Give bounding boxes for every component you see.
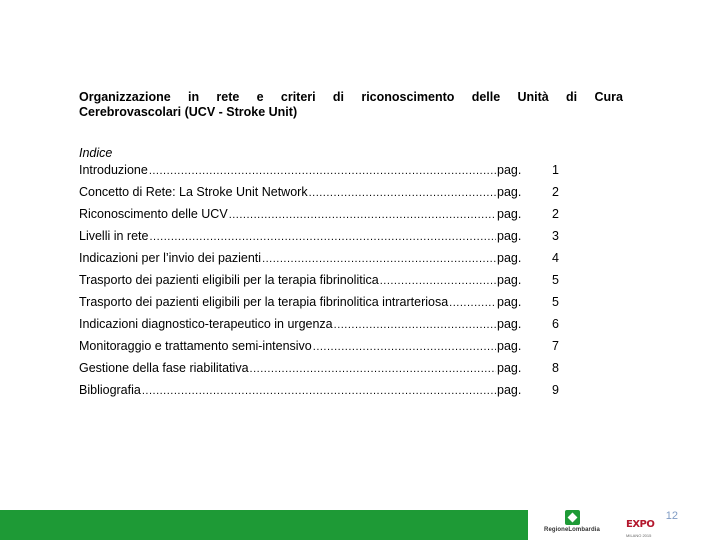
toc-pag-label: pag. <box>497 361 522 375</box>
toc-pag-label: pag. <box>497 163 522 177</box>
toc-entry <box>79 163 559 185</box>
toc-entry-title: Trasporto dei pazienti eligibili per la terapia fibrinolitica <box>79 273 379 287</box>
toc-entry <box>79 229 559 251</box>
toc-leader-dots <box>313 341 496 353</box>
toc-page-number: 2 <box>552 185 559 199</box>
toc-pag-label: pag. <box>497 383 522 397</box>
toc-entry <box>79 383 559 405</box>
toc-entry <box>79 273 559 295</box>
regione-lombardia-logo <box>536 510 608 536</box>
title-line-1 <box>79 90 623 105</box>
document-title <box>79 90 623 120</box>
toc-entry <box>79 295 559 317</box>
toc-pag-label: pag. <box>497 273 522 287</box>
toc-page-number: 3 <box>552 229 559 243</box>
toc-entry <box>79 207 559 229</box>
toc-entry-title: Indicazioni per l’invio dei pazienti <box>79 251 262 265</box>
title-word: in <box>187 90 200 104</box>
toc-page-number: 9 <box>552 383 559 397</box>
expo-logo-text: EXPO <box>626 519 655 530</box>
toc-entry-title: Gestione della fase riabilitativa <box>79 361 249 375</box>
toc-leader-dots <box>149 165 496 177</box>
title-word: delle <box>471 90 501 104</box>
toc-page-number: 4 <box>552 251 559 265</box>
toc-page-number: 1 <box>552 163 559 177</box>
toc-pag-label: pag. <box>497 339 522 353</box>
toc-leader-dots <box>149 231 496 243</box>
toc-entry-title: Introduzione <box>79 163 148 177</box>
toc-entry <box>79 339 559 361</box>
toc-pag-label: pag. <box>497 317 522 331</box>
title-word: Cura <box>594 90 623 104</box>
title-word: criteri <box>280 90 316 104</box>
title-word: Organizzazione <box>79 90 171 104</box>
toc-entry-title: Trasporto dei pazienti eligibili per la terapia fibrinolitica intrarteriosa <box>79 295 449 309</box>
toc-pag-label: pag. <box>497 229 522 243</box>
title-word: Unità <box>517 90 549 104</box>
toc-leader-dots <box>309 187 496 199</box>
title-word: rete <box>216 90 240 104</box>
toc-leader-dots <box>449 297 496 309</box>
title-word: riconoscimento <box>361 90 455 104</box>
toc-leader-dots <box>229 209 496 221</box>
title-word: di <box>566 90 578 104</box>
toc-entry <box>79 251 559 273</box>
toc-page-number: 6 <box>552 317 559 331</box>
toc-page-number: 2 <box>552 207 559 221</box>
toc-entry <box>79 317 559 339</box>
toc-page-number: 8 <box>552 361 559 375</box>
toc-leader-dots <box>142 385 496 397</box>
toc-pag-label: pag. <box>497 185 522 199</box>
lombardia-rose-icon <box>565 510 580 525</box>
toc-pag-label: pag. <box>497 251 522 265</box>
expo-logo-subtext: MILANO 2015 <box>626 533 652 538</box>
toc-entry-title: Livelli in rete <box>79 229 149 243</box>
toc-entry <box>79 185 559 207</box>
page-number: 12 <box>665 510 678 522</box>
toc-page-number: 5 <box>552 295 559 309</box>
expo-logo <box>626 514 666 536</box>
toc-entry-title: Concetto di Rete: La Stroke Unit Network <box>79 185 308 199</box>
title-word: e <box>256 90 264 104</box>
index-heading: Indice <box>79 146 113 160</box>
toc-entry-title: Riconoscimento delle UCV <box>79 207 228 221</box>
toc-entry-title: Monitoraggio e trattamento semi-intensivo <box>79 339 312 353</box>
toc-leader-dots <box>380 275 496 287</box>
toc-leader-dots <box>334 319 496 331</box>
toc-page-number: 5 <box>552 273 559 287</box>
toc-entry <box>79 361 559 383</box>
lombardia-logo-text: RegioneLombardia <box>544 527 600 533</box>
toc-pag-label: pag. <box>497 295 522 309</box>
toc-leader-dots <box>250 363 496 375</box>
title-word: di <box>332 90 345 104</box>
toc-entry-title: Indicazioni diagnostico-terapeutico in urgenza <box>79 317 333 331</box>
title-line-2: Cerebrovascolari (UCV - Stroke Unit) <box>79 105 298 119</box>
toc-leader-dots <box>262 253 496 265</box>
toc-entry-title: Bibliografia <box>79 383 141 397</box>
toc-page-number: 7 <box>552 339 559 353</box>
document-body <box>79 90 623 405</box>
toc-pag-label: pag. <box>497 207 522 221</box>
table-of-contents <box>79 163 559 405</box>
